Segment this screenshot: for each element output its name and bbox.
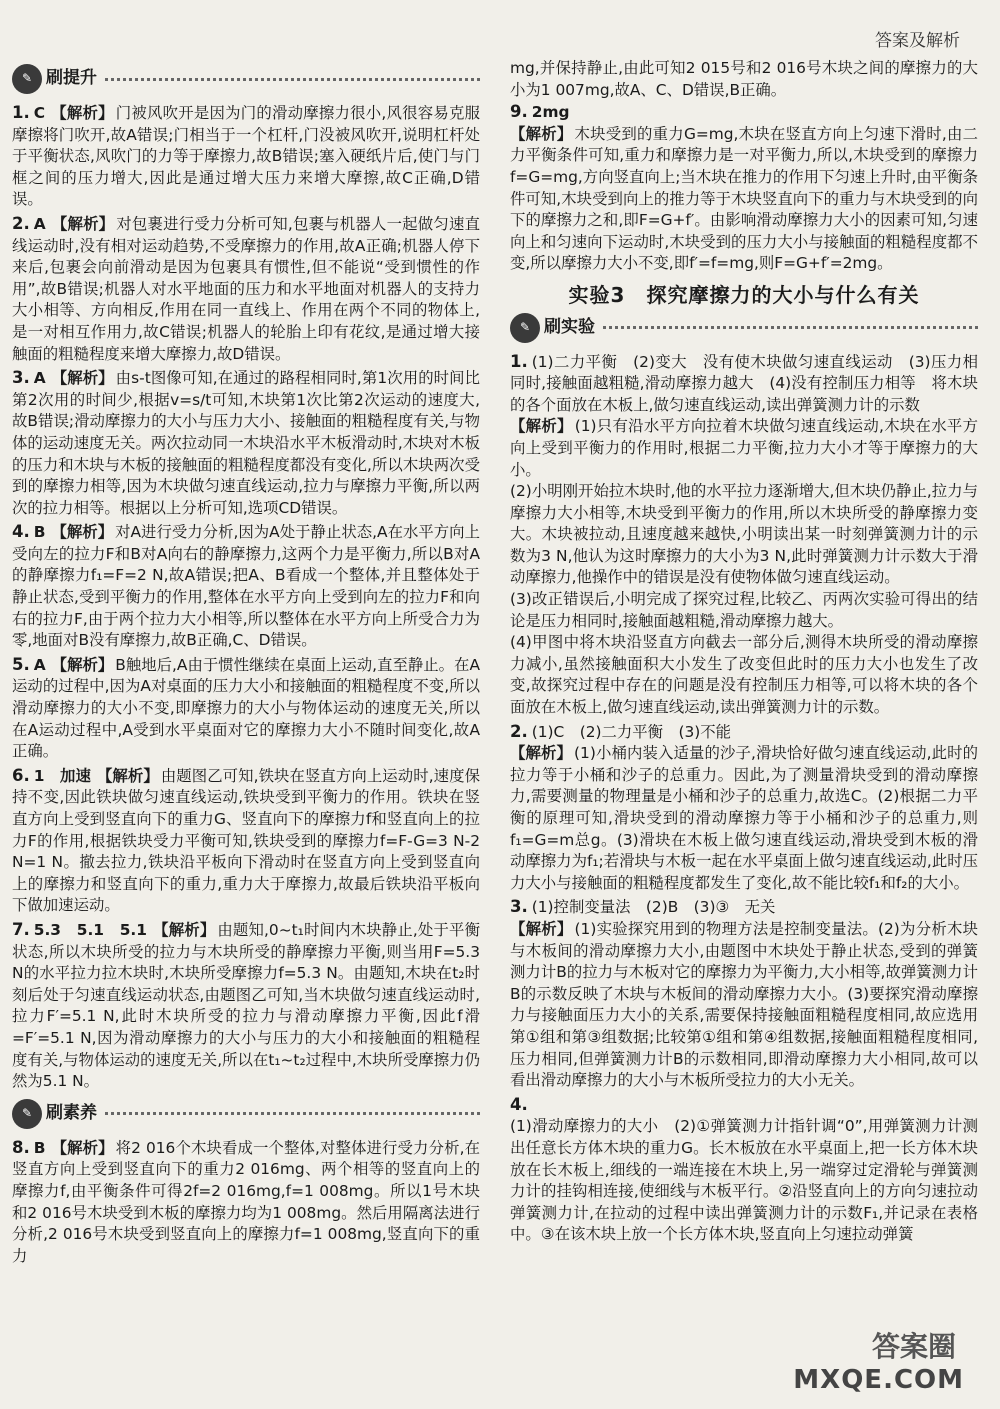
- banner-shua-suyang: [12, 1097, 480, 1131]
- item-answer: A: [33, 214, 46, 233]
- analysis-tag: 【解析】: [51, 104, 114, 122]
- item-number: 4.: [510, 1094, 528, 1114]
- left-column: [12, 58, 480, 1269]
- analysis-tag: 【解析】: [51, 369, 114, 388]
- item-number: 3.: [12, 368, 30, 388]
- analysis-paragraph: [510, 589, 978, 632]
- banner-divider: [105, 78, 480, 81]
- analysis-tag: 【解析】: [510, 124, 573, 143]
- analysis-paragraph: [510, 1116, 978, 1246]
- item-number: 6.: [12, 765, 30, 785]
- answer-item: [12, 521, 480, 652]
- item-number: 2.: [12, 213, 30, 233]
- section-title: 实验3 探究摩擦力的大小与什么有关: [568, 282, 920, 307]
- analysis-tag: 【解析】: [510, 744, 573, 763]
- banner-shua-shiyan: [510, 311, 978, 345]
- analysis-tag: 【解析】: [51, 523, 114, 542]
- experiment-item: [510, 721, 978, 895]
- analysis-text: (1)小桶内装入适量的沙子,滑块恰好做匀速直线运动,此时的拉力等于小桶和沙子的总重力。因此,为了测量滑块受到的滑动摩擦力,需要测量的物理量是小桶和沙子的总重力,故选C。(2)根据二力平衡的原理可知,滑块受到的滑动摩擦力等于小桶和沙子的总重力,则f₁=G=m总g。(3)滑块在木板上做匀速直线运动,滑块受到木板的滑动摩擦力为f₁;若滑块与木板一起在水平桌面上做匀速直线运动,此时压力大小与接触面的粗糙程度都发生了变化,故不能比较f₁和f₂的大小。: [510, 744, 978, 892]
- analysis-paragraph: [510, 919, 978, 1092]
- experiment-item: [510, 896, 978, 1091]
- analysis-text: (1)实验探究用到的物理方法是控制变量法。(2)为分析木块与木板间的滑动摩擦力大小,由题图中木块处于静止状态,受到的弹簧测力计B的拉力与木板对它的摩擦力为平衡力,大小相等,故弹簧测力计B的示数反映了木块与木板间的滑动摩擦力大小。(3)要探究滑动摩擦力与接触面压力大小的关系,需要保持接触面粗糙程度相同,故应选用第①组和第③组数据;比较第①组和第④组数据,接触面粗糙程度相同,压力相同,但弹簧测力计B的示数相同,即滑动摩擦力大小相同,故可以看出滑动摩擦力的大小与木板所受拉力的大小无关。: [510, 919, 978, 1090]
- answer-item: [12, 213, 480, 365]
- item-answer: 2mg: [531, 103, 570, 122]
- analysis-paragraph: [510, 416, 978, 481]
- continued-text: mg,并保持静止,由此可知2 015号和2 016号木块之间的摩擦力的大小为1 007mg,故A、C、D错误,B正确。: [510, 59, 978, 99]
- answer-item: [12, 765, 480, 917]
- item-answer: 1 加速: [33, 766, 91, 785]
- banner-shua-tisheng: [12, 62, 480, 96]
- banner-badge-icon: ✎: [510, 313, 540, 343]
- item-answer: B: [33, 1138, 46, 1157]
- answer-item-9: [510, 101, 978, 275]
- analysis-text: 门被风吹开是因为门的滑动摩擦力很小,风很容易克服摩擦将门吹开,故A错误;门相当于一个杠杆,门没被风吹开,说明杠杆处于平衡状态,风吹门的力等于摩擦力,故B错误;塞入硬纸片后,使门与门框之间的压力增大,因此是通过增大压力来增大摩擦,故C正确,D错误。: [12, 104, 480, 209]
- item-answer: B: [33, 523, 46, 542]
- item-number: 4.: [12, 522, 30, 542]
- item-answer: C: [33, 104, 46, 122]
- banner-badge-icon: ✎: [12, 64, 42, 94]
- analysis-text: 由题知,0~t₁时间内木块静止,处于平衡状态,所以木块所受的拉力与木块所受的静摩擦力平衡,则当用F=5.3 N的水平拉力拉木块时,木块所受摩擦力f=5.3 N。由题知,木块在t₂时刻后处于匀速直线运动状态,由题图乙可知,当木块做匀速直线运动时,拉力F′=5.1 N,此时木块所受的拉力与滑动摩擦力平衡,因此f滑=F′=5.1 N,因为滑动摩擦力的大小与压力的大小和接触面的粗糙程度有关,与物体运动的速度无关,所以在t₁~t₂过程中,木块所受摩擦力仍然为5.1 N。: [12, 920, 480, 1091]
- banner-label: 刷提升: [46, 68, 97, 89]
- analysis-text: 由题图乙可知,铁块在竖直方向上运动时,速度保持不变,因此铁块做匀速直线运动,铁块受到平衡力的作用。铁块在竖直方向上受到竖直向下的重力G、竖直向下的摩擦力f和竖直向上的拉力F的作用,根据铁块受力平衡可知,铁块受到的摩擦力f=F-G=3 N-2 N=1 N。撤去拉力,铁块沿平板向下滑动时在竖直方向上受到竖直向上的摩擦力和竖直向下的重力,重力大于摩擦力,故最后铁块沿平板向下做加速运动。: [12, 766, 480, 915]
- item-number: 5.: [12, 654, 30, 674]
- banner-divider: [603, 326, 978, 329]
- analysis-tag: 【解析】: [510, 919, 573, 938]
- item-answer: (1)二力平衡 (2)变大 没有使木块做匀速直线运动 (3)压力相同时,接触面越粗糙,滑动摩擦力越大 (4)没有控制压力相等 将木块的各个面放在木板上,做匀速直线运动,读出弹簧测力计的示数: [510, 352, 978, 414]
- analysis-paragraph: [510, 481, 978, 589]
- watermark-url: MXQE.COM: [793, 1365, 964, 1395]
- analysis-text: 由s-t图像可知,在通过的路程相同时,第1次用的时间比第2次用的时间少,根据v=s/t可知,木块第1次比第2次运动的速度大,故B错误;滑动摩擦力的大小与压力大小、接触面的粗糙程度有关,与物体的运动速度无关。两次拉动同一木块沿水平木板滑动时,木块对木板的压力和木块与木板的接触面的粗糙程度都没有变化,所以木块两次受到的摩擦力相等,因为木块做匀速直线运动,拉力与摩擦力平衡,所以两次的拉力相等。根据以上分析可知,选项CD错误。: [12, 369, 480, 517]
- item-answer: (1)控制变量法 (2)B (3)③ 无关: [531, 898, 776, 917]
- item-answer: 5.3 5.1 5.1: [33, 920, 147, 939]
- analysis-paragraph: [510, 632, 978, 718]
- analysis-tag: 【解析】: [51, 655, 114, 674]
- item-number: 3.: [510, 897, 528, 917]
- item-number: 8.: [12, 1137, 30, 1157]
- experiment-item: [510, 351, 978, 719]
- answer-item: [12, 654, 480, 763]
- banner-label: 刷实验: [544, 316, 595, 337]
- banner-divider: [105, 1112, 480, 1115]
- page-header-title: 答案及解析: [875, 31, 960, 51]
- analysis-text: (3)改正错误后,小明完成了探究过程,比较乙、丙两次实验可得出的结论是压力相同时,接触面越粗糙,滑动摩擦力越大。: [510, 590, 978, 630]
- analysis-text: 木块受到的重力G=mg,木块在竖直方向上匀速下滑时,由二力平衡条件可知,重力和摩擦力是一对平衡力,所以,木块受到的摩擦力f=G=mg,方向竖直向上;当木块在推力的作用下匀速上升时,由平衡条件可知,木块受到向上的推力等于木块竖直向下的重力与木块受到的向下的摩擦力之和,即F=G+f′。由影响滑动摩擦力大小的因素可知,匀速向上和匀速向下运动时,木块受到的压力大小与接触面的粗糙程度都不变,所以摩擦力大小不变,即f′=f=mg,则F=G+f′=2mg。: [510, 124, 978, 273]
- answer-item: [12, 102, 480, 211]
- answer-item: [12, 1137, 480, 1268]
- analysis-text: 对包裹进行受力分析可知,包裹与机器人一起做匀速直线运动时,没有相对运动趋势,不受摩擦力的作用,故A正确;机器人停下来后,包裹会向前滑动是因为包裹具有惯性,但不能说“受到惯性的作用”,故B错误;机器人对水平地面的压力和水平地面对机器人的支持力大小相等、方向相反,作用在同一直线上、作用在两个不同的物体上,是一对相互作用力,故C错误;机器人的轮胎上印有花纹,是通过增大接触面的粗糙程度来增大摩擦力,故D错误。: [12, 214, 480, 363]
- analysis-tag: 【解析】: [152, 920, 216, 939]
- watermark-logo: 答案圈: [871, 1330, 956, 1363]
- answer-item: [12, 919, 480, 1093]
- item-number: 1.: [12, 103, 30, 122]
- banner-label: 刷素养: [46, 1102, 97, 1123]
- item-answer: A: [33, 655, 46, 674]
- analysis-paragraph: [510, 743, 978, 894]
- analysis-text: 将2 016个木块看成一个整体,对整体进行受力分析,在竖直方向上受到竖直向下的重力2 016mg、两个相等的竖直向上的摩擦力f,由平衡条件可得2f=2 016mg,f=1 008mg。所以1号木块和2 016号木块受到木板的摩擦力均为1 008mg。然后用隔离法进行分析,2 016号木块受到竖直向上的摩擦力f=1 008mg,竖直向下的重力: [12, 1138, 480, 1265]
- right-column: [510, 58, 978, 1248]
- item-answer: A: [33, 369, 46, 388]
- experiment-item: [510, 1094, 978, 1246]
- analysis-tag: 【解析】: [96, 766, 159, 785]
- item-number: 7.: [12, 919, 30, 939]
- analysis-tag: 【解析】: [51, 1138, 114, 1157]
- analysis-tag: 【解析】: [510, 417, 573, 436]
- analysis-text: (1)只有沿水平方向拉着木块做匀速直线运动,木块在水平方向上受到平衡力的作用时,根据二力平衡,拉力大小才等于摩擦力的大小。: [510, 417, 978, 479]
- analysis-text: B触地后,A由于惯性继续在桌面上运动,直至静止。在A运动的过程中,因为A对桌面的压力大小和接触面的粗糙程度不变,所以滑动摩擦力的大小不变,即摩擦力的大小与物体运动的速度无关,所以在A运动过程中,A受到水平桌面对它的摩擦力大小不随时间变化,故A正确。: [12, 655, 480, 761]
- item-number: 9.: [510, 102, 528, 122]
- item-number: 2.: [510, 721, 528, 741]
- item-number: 1.: [510, 351, 528, 371]
- answer-item: [12, 367, 480, 519]
- analysis-tag: 【解析】: [51, 214, 115, 233]
- analysis-text: (4)甲图中将木块沿竖直方向截去一部分后,测得木块所受的滑动摩擦力减小,虽然接触面积大小发生了改变但此时的压力大小也发生了改变,故探究过程中存在的问题是没有控制压力相等,可以将木块的各个面放在木板上,做匀速直线运动,读出弹簧测力计的示数。: [510, 633, 978, 717]
- analysis-text: 对A进行受力分析,因为A处于静止状态,A在水平方向上受向左的拉力F和B对A向右的静摩擦力,这两个力是平衡力,所以B对A的静摩擦力f₁=F=2 N,故A错误;把A、B看成一个整体,并且整体处于静止状态,受到平衡力的作用,整体在水平方向上受到向左的拉力F和向右的拉力F,由于两个拉力大小相等,所以整体在水平方向上所受合力为零,地面对B没有摩擦力,故B正确,C、D错误。: [12, 523, 480, 650]
- item-answer: (1)C (2)二力平衡 (3)不能: [531, 722, 732, 741]
- analysis-text: (2)小明刚开始拉木块时,他的水平拉力逐渐增大,但木块仍静止,拉力与摩擦力大小相等,木块受到平衡力的作用,所以木块所受的静摩擦力变大。木块被拉动,且速度越来越快,小明读出某一时刻弹簧测力计的示数为3 N,他认为这时摩擦力的大小为3 N,此时弹簧测力计示数大于滑动摩擦力,他操作中的错误是没有使物体做匀速直线运动。: [510, 482, 978, 587]
- banner-badge-icon: ✎: [12, 1099, 42, 1129]
- analysis-text: (1)滑动摩擦力的大小 (2)①弹簧测力计指针调“0”,用弹簧测力计测出任意长方体木块的重力G。长木板放在水平桌面上,把一长方体木块放在长木板上,细线的一端连接在木块上,另一端穿过定滑轮与弹簧测力计的挂钩相连接,使细线与木板平行。②沿竖直向上的方向匀速拉动弹簧测力计,在拉动的过程中读出弹簧测力计的示数F₁,并记录在表格中。③在该木块上放一个长方体木块,竖直向上匀速拉动弹簧: [510, 1117, 978, 1244]
